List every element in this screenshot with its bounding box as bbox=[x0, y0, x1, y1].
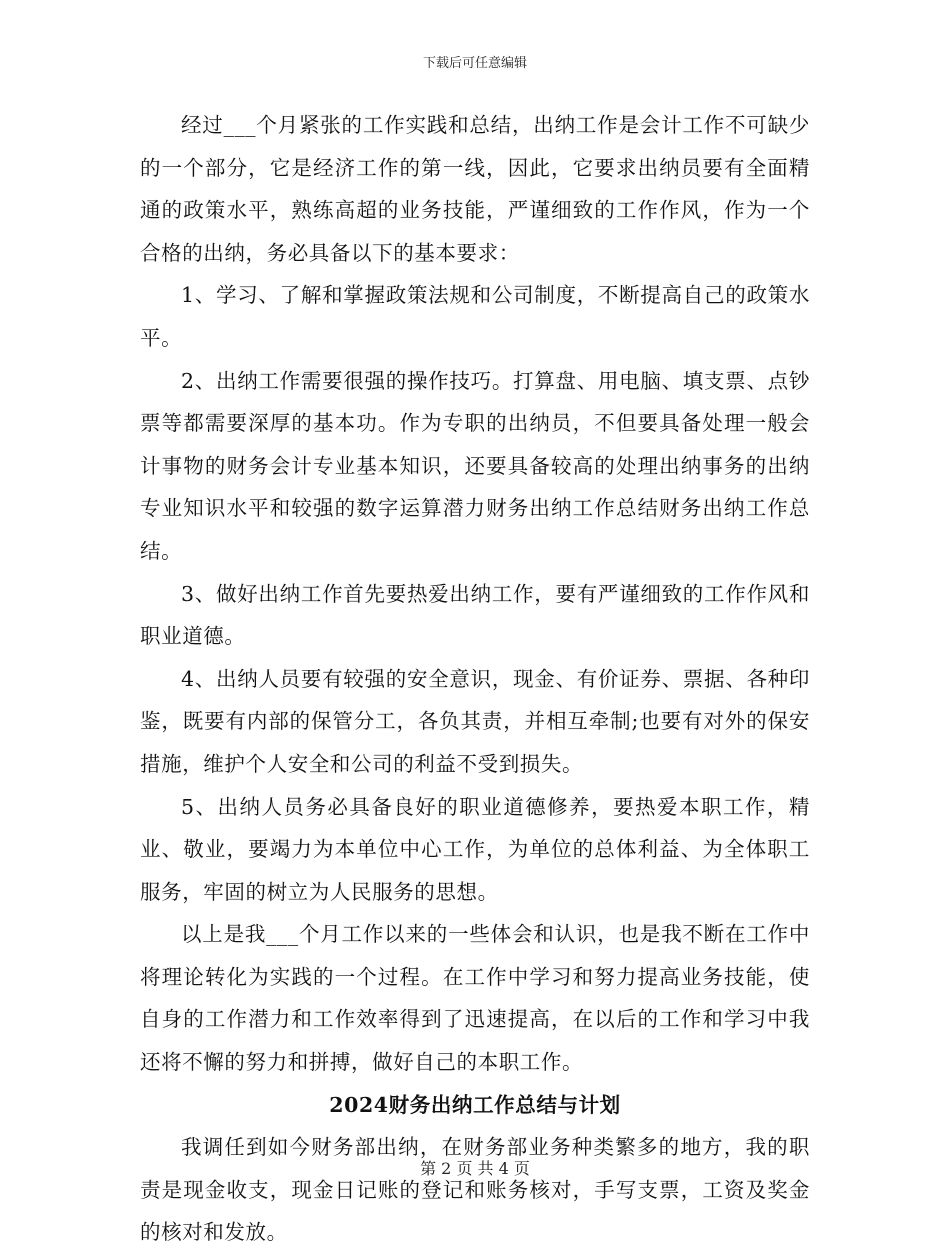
document-body bbox=[140, 104, 810, 1254]
paragraph-item-1: 1、学习、了解和掌握政策法规和公司制度，不断提高自己的政策水平。 bbox=[140, 283, 810, 350]
section-title: 2024财务出纳工作总结与计划 bbox=[329, 1092, 621, 1117]
paragraph-item-5: 5、出纳人员务必具备良好的职业道德修养，要热爱本职工作，精业、敬业，要竭力为本单位中心工作，为单位的总体利益、为全体职工服务，牢固的树立为人民服务的思想。 bbox=[140, 794, 810, 904]
paragraph-item-2: 2、出纳工作需要很强的操作技巧。打算盘、用电脑、填支票、点钞票等都需要深厚的基本功。作为专职的出纳员，不但要具备处理一般会计事物的财务会计专业基本知识，还要具备较高的处理出纳事务的出纳专业知识水平和较强的数字运算潜力财务出纳工作总结财务出纳工作总结。 bbox=[140, 368, 810, 563]
paragraph-conclusion: 以上是我___个月工作以来的一些体会和认识，也是我不断在工作中将理论转化为实践的一个过程。在工作中学习和努力提高业务技能，使自身的工作潜力和工作效率得到了迅速提高，在以后的工作和学习中我还将不懈的努力和拼搏，做好自己的本职工作。 bbox=[140, 922, 810, 1075]
paragraph-intro: 经过___个月紧张的工作实践和总结，出纳工作是会计工作不可缺少的一个部分，它是经济工作的第一线，因此，它要求出纳员要有全面精通的政策水平，熟练高超的业务技能，严谨细致的工作作风，作为一个合格的出纳，务必具备以下的基本要求： bbox=[140, 113, 810, 265]
page-header: 下载后可任意编辑 bbox=[422, 56, 527, 71]
paragraph-item-3: 3、做好出纳工作首先要热爱出纳工作，要有严谨细致的工作作风和职业道德。 bbox=[140, 581, 810, 649]
paragraph-item-4: 4、出纳人员要有较强的安全意识，现金、有价证券、票据、各种印鉴，既要有内部的保管分工，各负其责，并相互牵制;也要有对外的保安措施，维护个人安全和公司的利益不受到损失。 bbox=[140, 666, 810, 776]
page-footer: 第 2 页 共 4 页 bbox=[420, 1159, 530, 1178]
section-paragraph-1: 我调任到如今财务部出纳，在财务部业务种类繁多的地方，我的职责是现金收支，现金日记账的登记和账务核对，手写支票，工资及奖金的核对和发放。 bbox=[140, 1135, 810, 1245]
